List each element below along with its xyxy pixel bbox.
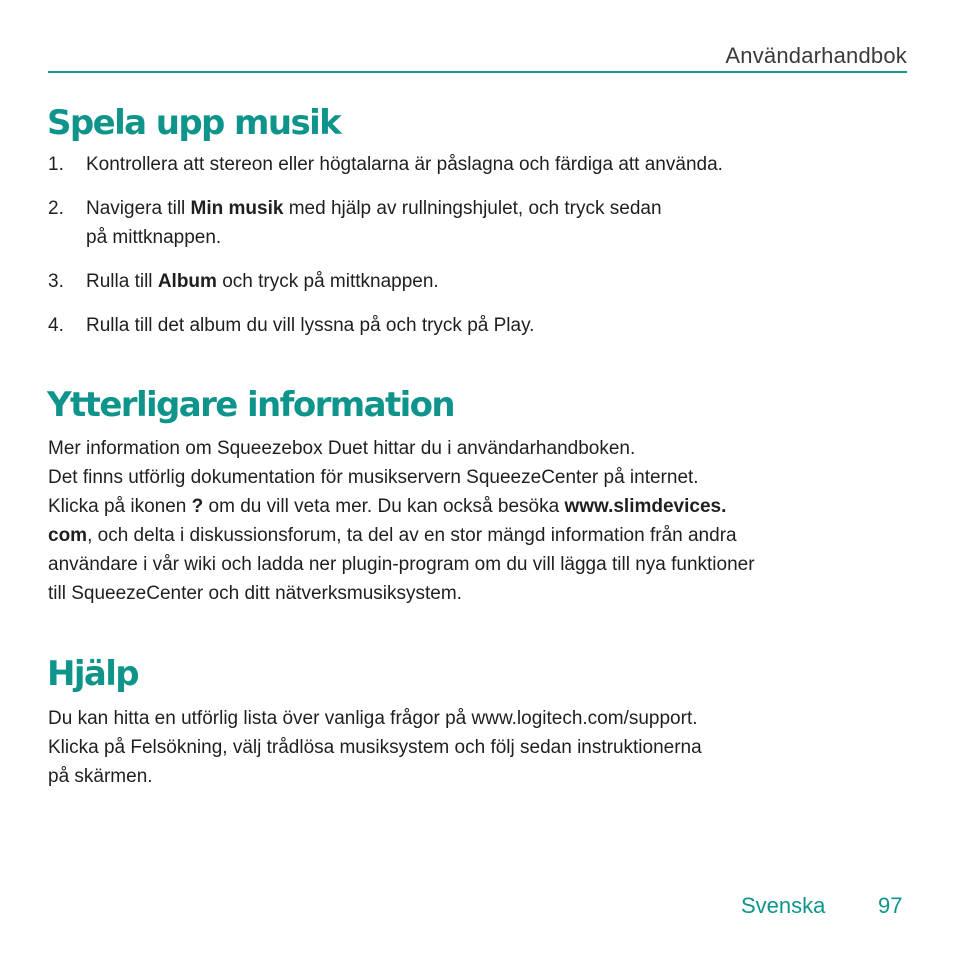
- paragraph-line: Mer information om Squeezebox Duet hittar du i användarhandboken.: [48, 438, 636, 459]
- step-item: [48, 311, 848, 340]
- section-title-more-info: Ytterligare information: [47, 385, 455, 425]
- step-number: 2.: [48, 198, 64, 219]
- step-text: på mittknappen.: [86, 227, 222, 248]
- footer-page-number: 97: [878, 893, 903, 918]
- text-segment: om du vill veta mer. Du kan också besöka: [203, 496, 565, 517]
- footer-language: Svenska: [741, 893, 826, 918]
- step-text: och tryck på mittknappen.: [216, 271, 439, 292]
- text-segment: , och delta i diskussionsforum, ta del av en stor mängd information från andra: [87, 525, 737, 546]
- running-header: Användarhandbok: [725, 43, 907, 68]
- paragraph-line: användare i vår wiki och ladda ner plugin-program om du vill lägga till nya funktioner: [48, 554, 755, 575]
- step-number: 3.: [48, 271, 64, 292]
- paragraph-line: på skärmen.: [48, 766, 153, 787]
- step-text: Kontrollera att stereon eller högtalarna är påslagna och färdiga att använda.: [86, 154, 723, 175]
- section-title-help: Hjälp: [47, 654, 139, 694]
- text-segment: Klicka på ikonen: [48, 496, 192, 517]
- menu-name-my-music: Min musik: [190, 198, 284, 219]
- step-item: [48, 194, 848, 252]
- steps-list: [48, 150, 848, 355]
- website-link-part1: www.slimdevices.: [564, 496, 727, 517]
- step-number: 1.: [48, 154, 64, 175]
- more-info-paragraph: [48, 434, 878, 608]
- paragraph-line: Det finns utförlig dokumentation för musikservern SqueezeCenter på internet.: [48, 467, 699, 488]
- paragraph-line: [48, 521, 878, 550]
- website-link-part2: com: [48, 525, 88, 546]
- menu-name-album: Album: [157, 271, 217, 292]
- step-text: Rulla till det album du vill lyssna på och tryck på Play.: [86, 315, 535, 336]
- paragraph-line: Du kan hitta en utförlig lista över vanliga frågor på www.logitech.com/support.: [48, 708, 698, 729]
- paragraph-line: [48, 492, 878, 521]
- step-item: [48, 150, 848, 179]
- step-text: Rulla till: [86, 271, 158, 292]
- paragraph-line: Klicka på Felsökning, välj trådlösa musiksystem och följ sedan instruktionerna: [48, 737, 702, 758]
- section-title-play-music: Spela upp musik: [47, 103, 341, 143]
- step-item: [48, 267, 848, 296]
- step-text: Navigera till: [86, 198, 191, 219]
- help-icon-symbol: ?: [191, 496, 204, 517]
- step-text: med hjälp av rullningshjulet, och tryck sedan: [283, 198, 662, 219]
- help-paragraph: [48, 704, 878, 791]
- step-number: 4.: [48, 315, 64, 336]
- header-divider: [48, 71, 907, 73]
- paragraph-line: till SqueezeCenter och ditt nätverksmusiksystem.: [48, 583, 462, 604]
